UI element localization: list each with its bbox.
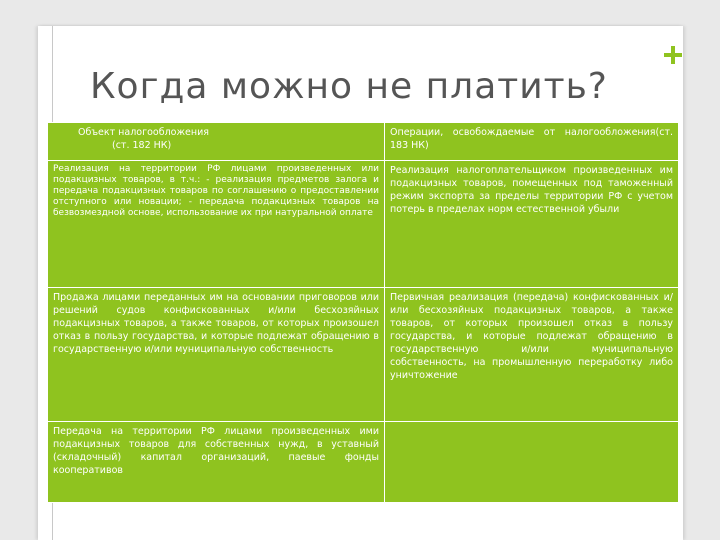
row3-exempt-cell bbox=[385, 422, 679, 503]
header-cell-object bbox=[48, 123, 385, 161]
plus-accent-icon bbox=[662, 44, 684, 66]
row2-object-cell: Продажа лицами переданных им на основании приговоров или решений судов конфискованных и/или бесхозяйных подакцизных товаров, а также товаров, от которых произошел отказ в пользу государства, и которые подлежат обращению в государственную и/или муниципальную собственность bbox=[48, 288, 385, 422]
row1-exempt-cell: Реализация налогоплательщиком произведенных им подакцизных товаров, помещенных под таможенный режим экспорта за пределы территории РФ с учетом потерь в пределах норм естественной убыли bbox=[385, 161, 679, 288]
header-object-label: Объект налогообложения bbox=[78, 127, 209, 138]
table-header-row bbox=[48, 123, 679, 161]
row2-exempt-cell: Первичная реализация (передача) конфискованных и/или бесхозяйных подакцизных товаров, а также товаров, от которых произошел отказ в пользу государства, и которые подлежат обращению в государственную и/или муниципальную собственность, на промышленную переработку либо уничтожение bbox=[385, 288, 679, 422]
table-row bbox=[48, 161, 679, 288]
table-row bbox=[48, 422, 679, 503]
slide-title: Когда можно не платить? bbox=[90, 66, 608, 107]
row1-object-cell: Реализация на территории РФ лицами произведенных или подакцизных товаров, в т.ч.: - реализация предметов залога и передача подакцизных товаров по соглашению о предоставлении отступного или новации; - передача подакцизных товаров на безвозмездной основе, использование их при натуральной оплате bbox=[48, 161, 385, 288]
row3-object-cell: Передача на территории РФ лицами произведенных ими подакцизных товаров для собственных нужд, в уставный (складочный) капитал организаций, паевые фонды кооперативов bbox=[48, 422, 385, 503]
table-row bbox=[48, 288, 679, 422]
header-cell-exempt: Операции, освобождаемые от налогообложения(ст. 183 НК) bbox=[385, 123, 679, 161]
excise-table bbox=[47, 122, 679, 503]
header-object-article: (ст. 182 НК) bbox=[112, 140, 172, 151]
